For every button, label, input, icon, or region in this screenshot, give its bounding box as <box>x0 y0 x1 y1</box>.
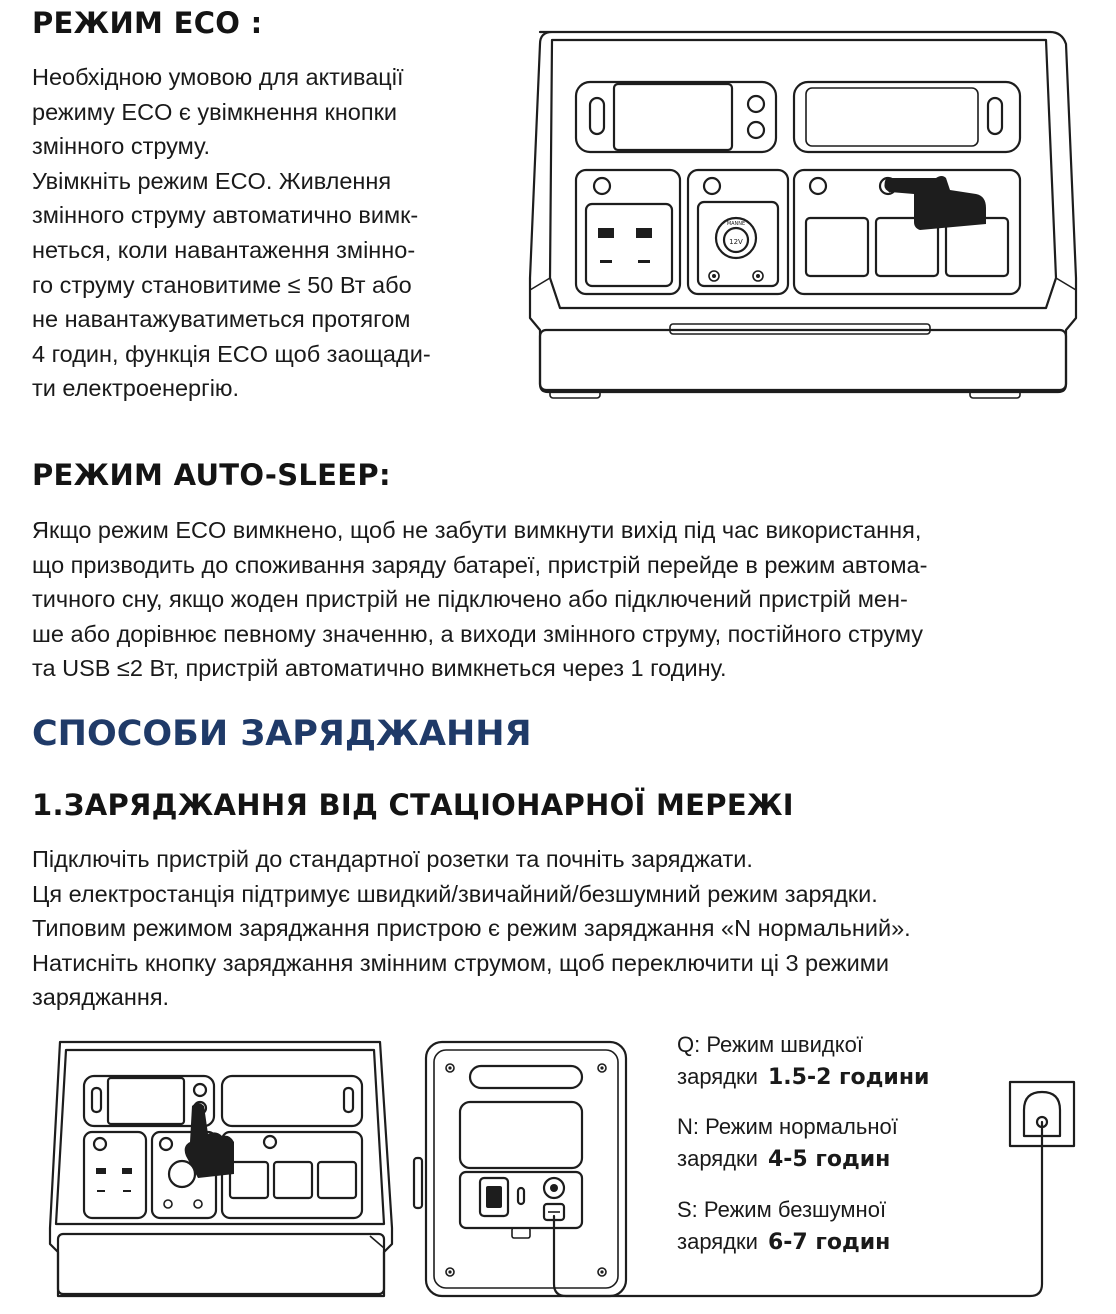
car-port-cap-label: MANNE <box>726 221 746 227</box>
charging-line: Ця електростанція підтримує швидкий/звичайний/безшумний режим зарядки. <box>32 880 878 907</box>
wall-socket-icon <box>1010 1082 1074 1146</box>
autosleep-paragraph <box>32 513 1092 686</box>
charging-heading: СПОСОБИ ЗАРЯДЖАННЯ <box>32 714 532 754</box>
autosleep-line: Якщо режим ECO вимкнено, щоб не забути вимкнути вихід під час використання, <box>32 517 922 543</box>
autosleep-line: та USB ≤2 Вт, пристрій автоматично вимкнеться через 1 годину. <box>32 655 727 682</box>
eco-line: змінного струму автоматично вимк- <box>32 202 419 229</box>
eco-line: ти електроенергію. <box>32 375 240 402</box>
eco-paragraph <box>32 60 502 406</box>
car-port-label: 12V <box>729 238 743 246</box>
eco-line: режиму ECO є увімкнення кнопки <box>32 98 398 125</box>
mode-prefix: зарядки <box>677 1146 758 1171</box>
eco-line: го струму становитиме ≤ 50 Вт або <box>32 271 412 298</box>
autosleep-line: ше або дорівнює певному значенню, а виходи змінного струму, постійного струму <box>32 620 924 647</box>
eco-heading: РЕЖИМ ECO : <box>32 6 263 40</box>
charging-paragraph <box>32 842 1092 1015</box>
eco-line: не навантажуватиметься протягом <box>32 306 411 333</box>
eco-line: неться, коли навантаження змінно- <box>32 236 416 263</box>
charging-line: Натисніть кнопку заряджання змінним струмом, щоб переключити ці 3 режими <box>32 949 890 976</box>
mode-prefix: зарядки <box>677 1064 758 1089</box>
eco-line: Увімкніть режим ECO. Живлення <box>32 167 392 194</box>
charging-line: Підключіть пристрій до стандартної розетки та почніть заряджати. <box>32 846 753 872</box>
autosleep-line: що призводить до споживання заряду батареї, пристрій перейде в режим автома- <box>32 551 928 578</box>
mode-label: S: Режим безшумної <box>677 1197 887 1222</box>
autosleep-line: тичного сну, якщо жоден пристрій не підключено або підключений пристрій мен- <box>32 586 908 613</box>
charging-line: Типовим режимом заряджання пристрою є режим заряджання «N нормальний». <box>32 915 911 942</box>
pointing-hand-icon <box>884 176 986 230</box>
mode-prefix: зарядки <box>677 1229 758 1254</box>
eco-line: змінного струму. <box>32 133 210 160</box>
power-station-front-illustration <box>510 28 1090 400</box>
mode-duration: 1.5-2 години <box>767 1065 930 1090</box>
mode-duration: 6-7 годин <box>767 1230 891 1255</box>
mode-duration: 4-5 годин <box>767 1147 891 1172</box>
autosleep-heading: РЕЖИМ AUTO-SLEEP: <box>32 458 391 492</box>
mode-label: Q: Режим швидкої <box>677 1032 863 1057</box>
charging-illustration <box>40 1038 1090 1310</box>
charging-subheading: 1.ЗАРЯДЖАННЯ ВІД СТАЦІОНАРНОЇ МЕРЕЖІ <box>32 788 794 822</box>
eco-line: Необхідною умовою для активації <box>32 64 404 90</box>
mode-label: N: Режим нормальної <box>677 1114 898 1139</box>
pointing-hand-icon <box>185 1103 234 1178</box>
power-station-front-small <box>50 1042 422 1296</box>
eco-line: 4 годин, функція ECO щоб заощади- <box>32 340 431 367</box>
charging-line: заряджання. <box>32 984 170 1011</box>
power-station-back <box>426 1042 626 1296</box>
